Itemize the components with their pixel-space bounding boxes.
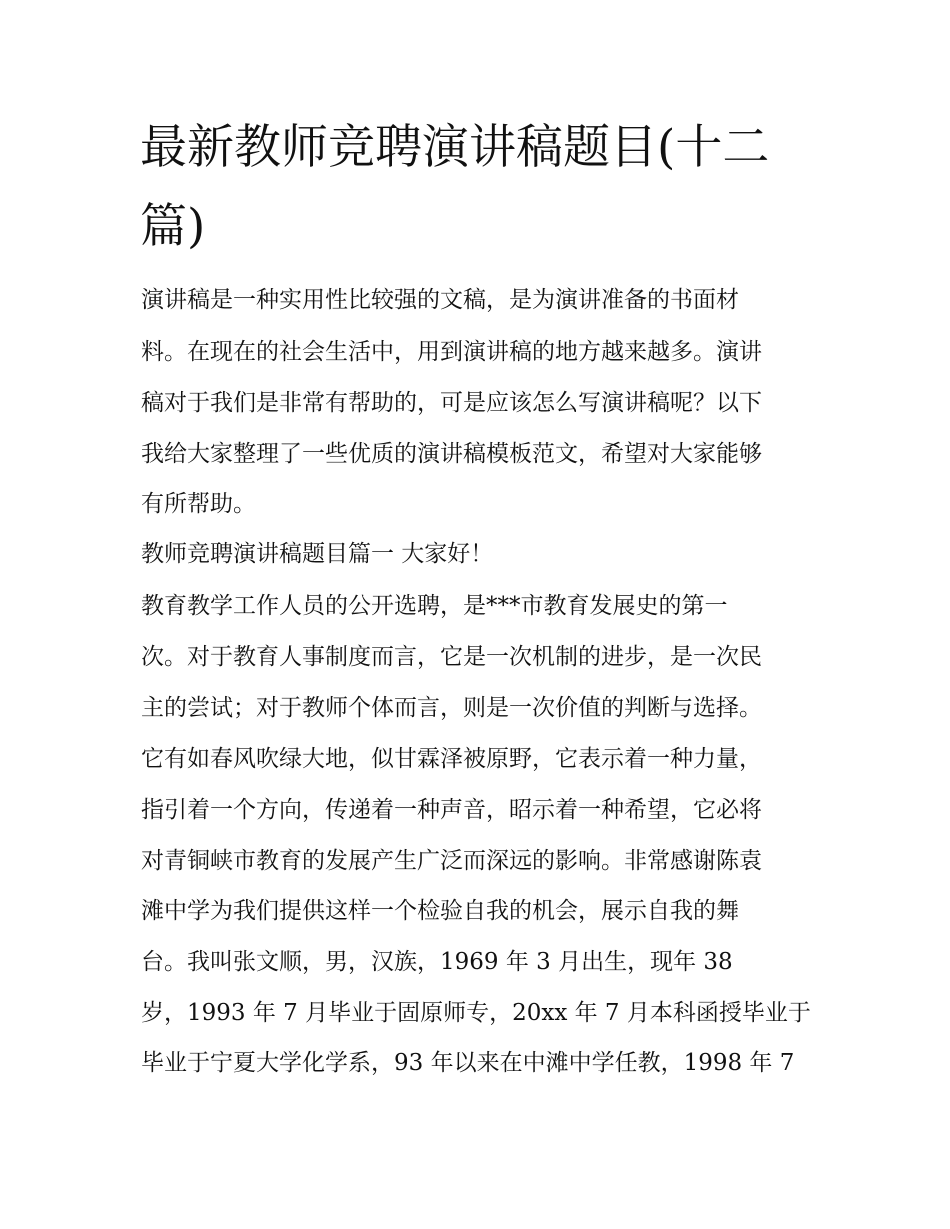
document-title-line-2: 篇) xyxy=(140,199,206,254)
body-line: 滩中学为我们提供这样一个检验自我的机会，展示自我的舞 xyxy=(141,898,739,924)
body-line: 指引着一个方向，传递着一种声音，昭示着一种希望，它必将 xyxy=(141,797,762,823)
body-line: 岁，1993 年 7 月毕业于固原师专，20xx 年 7 月本科函授毕业于 xyxy=(141,1000,811,1026)
body-line: 它有如春风吹绿大地，似甘霖泽被原野，它表示着一种力量， xyxy=(141,746,762,772)
section-heading: 教师竞聘演讲稿题目篇一 大家好！ xyxy=(141,541,494,567)
body-line: 稿对于我们是非常有帮助的，可是应该怎么写演讲稿呢？以下 xyxy=(141,390,762,416)
body-line: 料。在现在的社会生活中，用到演讲稿的地方越来越多。演讲 xyxy=(141,339,762,365)
body-line: 有所帮助。 xyxy=(141,491,256,517)
body-line: 毕业于宁夏大学化学系，93 年以来在中滩中学任教，1998 年 7 xyxy=(141,1050,795,1076)
body-line: 教育教学工作人员的公开选聘，是***市教育发展史的第一 xyxy=(141,593,728,619)
body-line: 演讲稿是一种实用性比较强的文稿，是为演讲准备的书面材 xyxy=(141,287,739,313)
body-line: 主的尝试；对于教师个体而言，则是一次价值的判断与选择。 xyxy=(141,695,762,721)
document-title-line-1: 最新教师竞聘演讲稿题目(十二 xyxy=(140,120,770,175)
body-line: 次。对于教育人事制度而言，它是一次机制的进步，是一次民 xyxy=(141,644,762,670)
body-line: 我给大家整理了一些优质的演讲稿模板范文，希望对大家能够 xyxy=(141,441,762,467)
body-line: 对青铜峡市教育的发展产生广泛而深远的影响。非常感谢陈袁 xyxy=(141,848,762,874)
body-line: 台。我叫张文顺，男，汉族，1969 年 3 月出生，现年 38 xyxy=(141,949,733,975)
